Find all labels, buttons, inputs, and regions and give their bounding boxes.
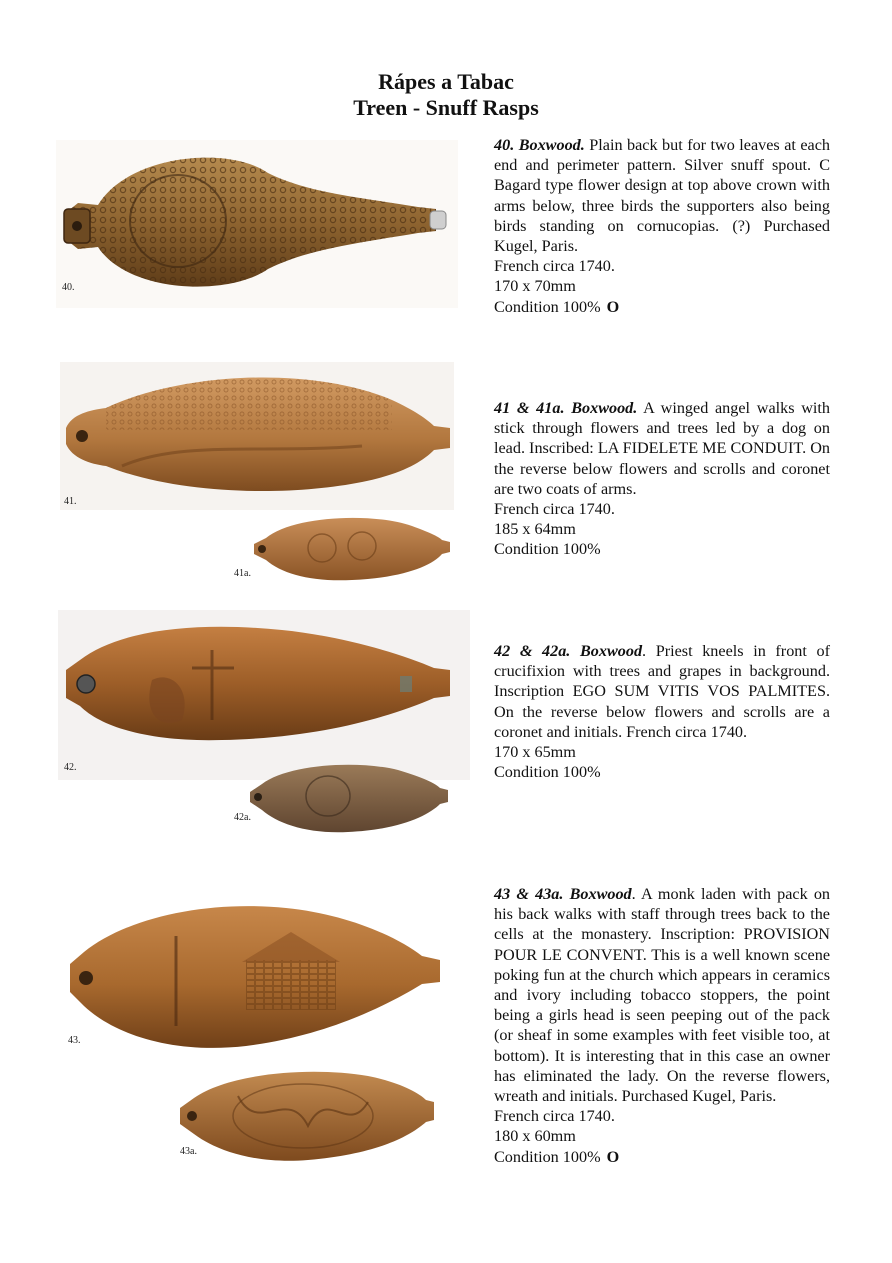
description-42-body bbox=[494, 641, 830, 742]
rasp-40-image bbox=[58, 145, 450, 305]
rasp-41-image bbox=[62, 370, 454, 500]
item-heading: 41 & 41a. Boxwood. bbox=[494, 399, 638, 417]
figure-label-41a: 41a. bbox=[234, 568, 251, 579]
figure-label-42: 42. bbox=[64, 762, 77, 773]
figure-label-42a: 42a. bbox=[234, 812, 251, 823]
description-43 bbox=[494, 884, 830, 1167]
page-subtitle: Treen - Snuff Rasps bbox=[353, 95, 539, 120]
item-heading: 43 & 43a. Boxwood bbox=[494, 885, 632, 903]
item-condition-line bbox=[494, 1147, 830, 1167]
item-condition: Condition 100% bbox=[494, 763, 601, 782]
item-mark: O bbox=[606, 1147, 620, 1166]
rasp-43-image bbox=[66, 896, 444, 1056]
item-text: Plain back but for two leaves at each end and perimeter pattern. Silver snuff spout. C Bagard type flower design at top above crown with arms below, three birds the supporters also being birds standing on cornucopias. (?) Purchased Kugel, Paris. bbox=[494, 136, 830, 256]
item-condition: Condition 100% bbox=[494, 297, 601, 316]
item-size: 180 x 60mm bbox=[494, 1127, 576, 1146]
rasp-41a-image bbox=[252, 514, 452, 584]
item-condition: Condition 100% bbox=[494, 1147, 601, 1166]
rasp-42a-image bbox=[248, 760, 450, 836]
item-origin: French circa 1740. bbox=[494, 257, 615, 276]
figure-label-43a: 43a. bbox=[180, 1146, 197, 1157]
item-heading: 42 & 42a. Boxwood bbox=[494, 642, 643, 660]
figure-label-43: 43. bbox=[68, 1035, 81, 1046]
item-origin: French circa 1740. bbox=[494, 500, 615, 519]
item-text: . A monk laden with pack on his back walks with staff through trees back to the cells at the monastery. Inscription: PROVISION POUR LE CONVENT. This is a well known scene poking fun at the church which appears in ceramics and ivory including tobacco stoppers, the point being a girls head is seen peeping out of the pack (or sheaf in some examples with feet visible too, at bottom). It is interesting that in this case an owner has eliminated the lady. On the reverse flowers, wreath and initials. Purchased Kugel, Paris. bbox=[494, 885, 831, 1106]
item-size: 170 x 65mm bbox=[494, 743, 576, 762]
description-41-body bbox=[494, 398, 830, 499]
item-size: 170 x 70mm bbox=[494, 277, 576, 296]
description-42 bbox=[494, 641, 830, 782]
rasp-43a-image bbox=[178, 1066, 436, 1166]
description-43-body bbox=[494, 884, 830, 1106]
figure-label-40: 40. bbox=[62, 282, 75, 293]
item-origin: French circa 1740. bbox=[494, 1107, 615, 1126]
item-mark: O bbox=[606, 297, 620, 316]
rasp-42-image bbox=[62, 620, 454, 744]
item-text: A winged angel walks with stick through flowers and trees led by a dog on lead. Inscribed: LA FIDELETE ME CONDUIT. On the reverse below flowers and scrolls and coronet are two coats of arms. bbox=[494, 399, 830, 498]
item-heading: 40. Boxwood. bbox=[494, 136, 585, 154]
description-41 bbox=[494, 398, 830, 560]
item-condition-line bbox=[494, 297, 830, 317]
item-size: 185 x 64mm bbox=[494, 520, 576, 539]
item-condition: Condition 100% bbox=[494, 540, 601, 559]
page-title: Rápes a Tabac bbox=[378, 69, 514, 94]
item-text: . Priest kneels in front of crucifixion with trees and grapes in background. Inscription EGO SUM VITIS VOS PALMITES. On the reverse below flowers and scrolls are a coronet and initials. French circa 1740. bbox=[494, 642, 830, 741]
figure-label-41: 41. bbox=[64, 496, 77, 507]
description-40 bbox=[494, 135, 830, 317]
description-40-body bbox=[494, 135, 830, 256]
